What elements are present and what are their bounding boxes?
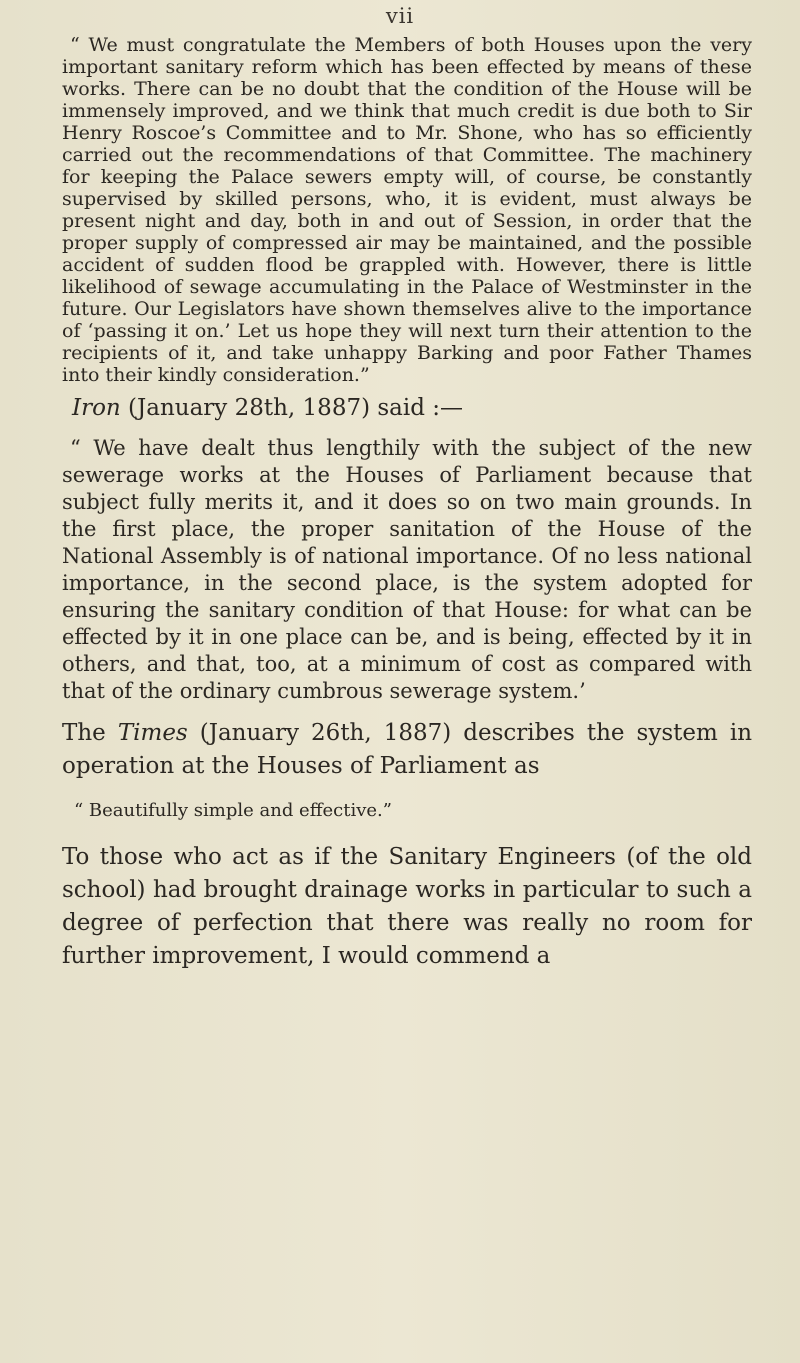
citation-iron-text: (January 28th, 1887) said :— — [120, 395, 464, 421]
citation-iron — [62, 395, 752, 421]
times-lead: The — [62, 720, 118, 746]
times-text: (January 26th, 1887) describes the system in operation at the Houses of Parliament as — [62, 720, 753, 779]
closing-paragraph: To those who act as if the Sanitary Engineers (of the old school) had brought drainage works in particular to such a degree of perfection that there was really no room for further improvement, I would commend a — [62, 844, 752, 969]
quoted-paragraph-2: “ We have dealt thus lengthily with the subject of the new sewerage works at the Houses of Parliament because that subject fully merits it, and it does so on two main grounds. In the first place, the proper sanitation of the House of the National Assembly is of national importance. Of no less national importance, in the second place, is the system adopted for ensuring the sanitary condition of that House: for what can be effected by it in one place can be, and is being, effected by it in others, and that, too, at a minimum of cost as compared with that of the ordinary cumbrous sewerage system.’ — [62, 436, 752, 703]
source-name-iron: Iron — [72, 395, 121, 421]
page-body — [62, 34, 752, 973]
short-quote: “ Beautifully simple and effective.” — [74, 800, 392, 821]
quoted-paragraph-1: “ We must congratulate the Members of both Houses upon the very important sanitary reform which has been effected by means of these works. There can be no doubt that the condition of the House will be immensely improved, and we think that much credit is due both to Sir Henry Roscoe’s Committee and to Mr. Shone, who has so efficiently carried out the recommendations of that Committee. The machinery for keeping the Palace sewers empty will, of course, be constantly supervised by skilled persons, who, it is evident, must always be present night and day, both in and out of Session, in order that the proper supply of compressed air may be maintained, and the possible accident of sudden flood be grappled with. However, there is little likelihood of sewage accumulating in the Palace of Westminster in the future. Our Legislators have shown themselves alive to the importance of ‘passing it on.’ Let us hope they will next turn their attention to the recipients of it, and take unhappy Barking and poor Father Thames into their kindly consideration.” — [62, 34, 752, 386]
page-number: vii — [385, 4, 415, 28]
times-paragraph — [62, 717, 752, 783]
source-name-times: Times — [117, 720, 188, 746]
